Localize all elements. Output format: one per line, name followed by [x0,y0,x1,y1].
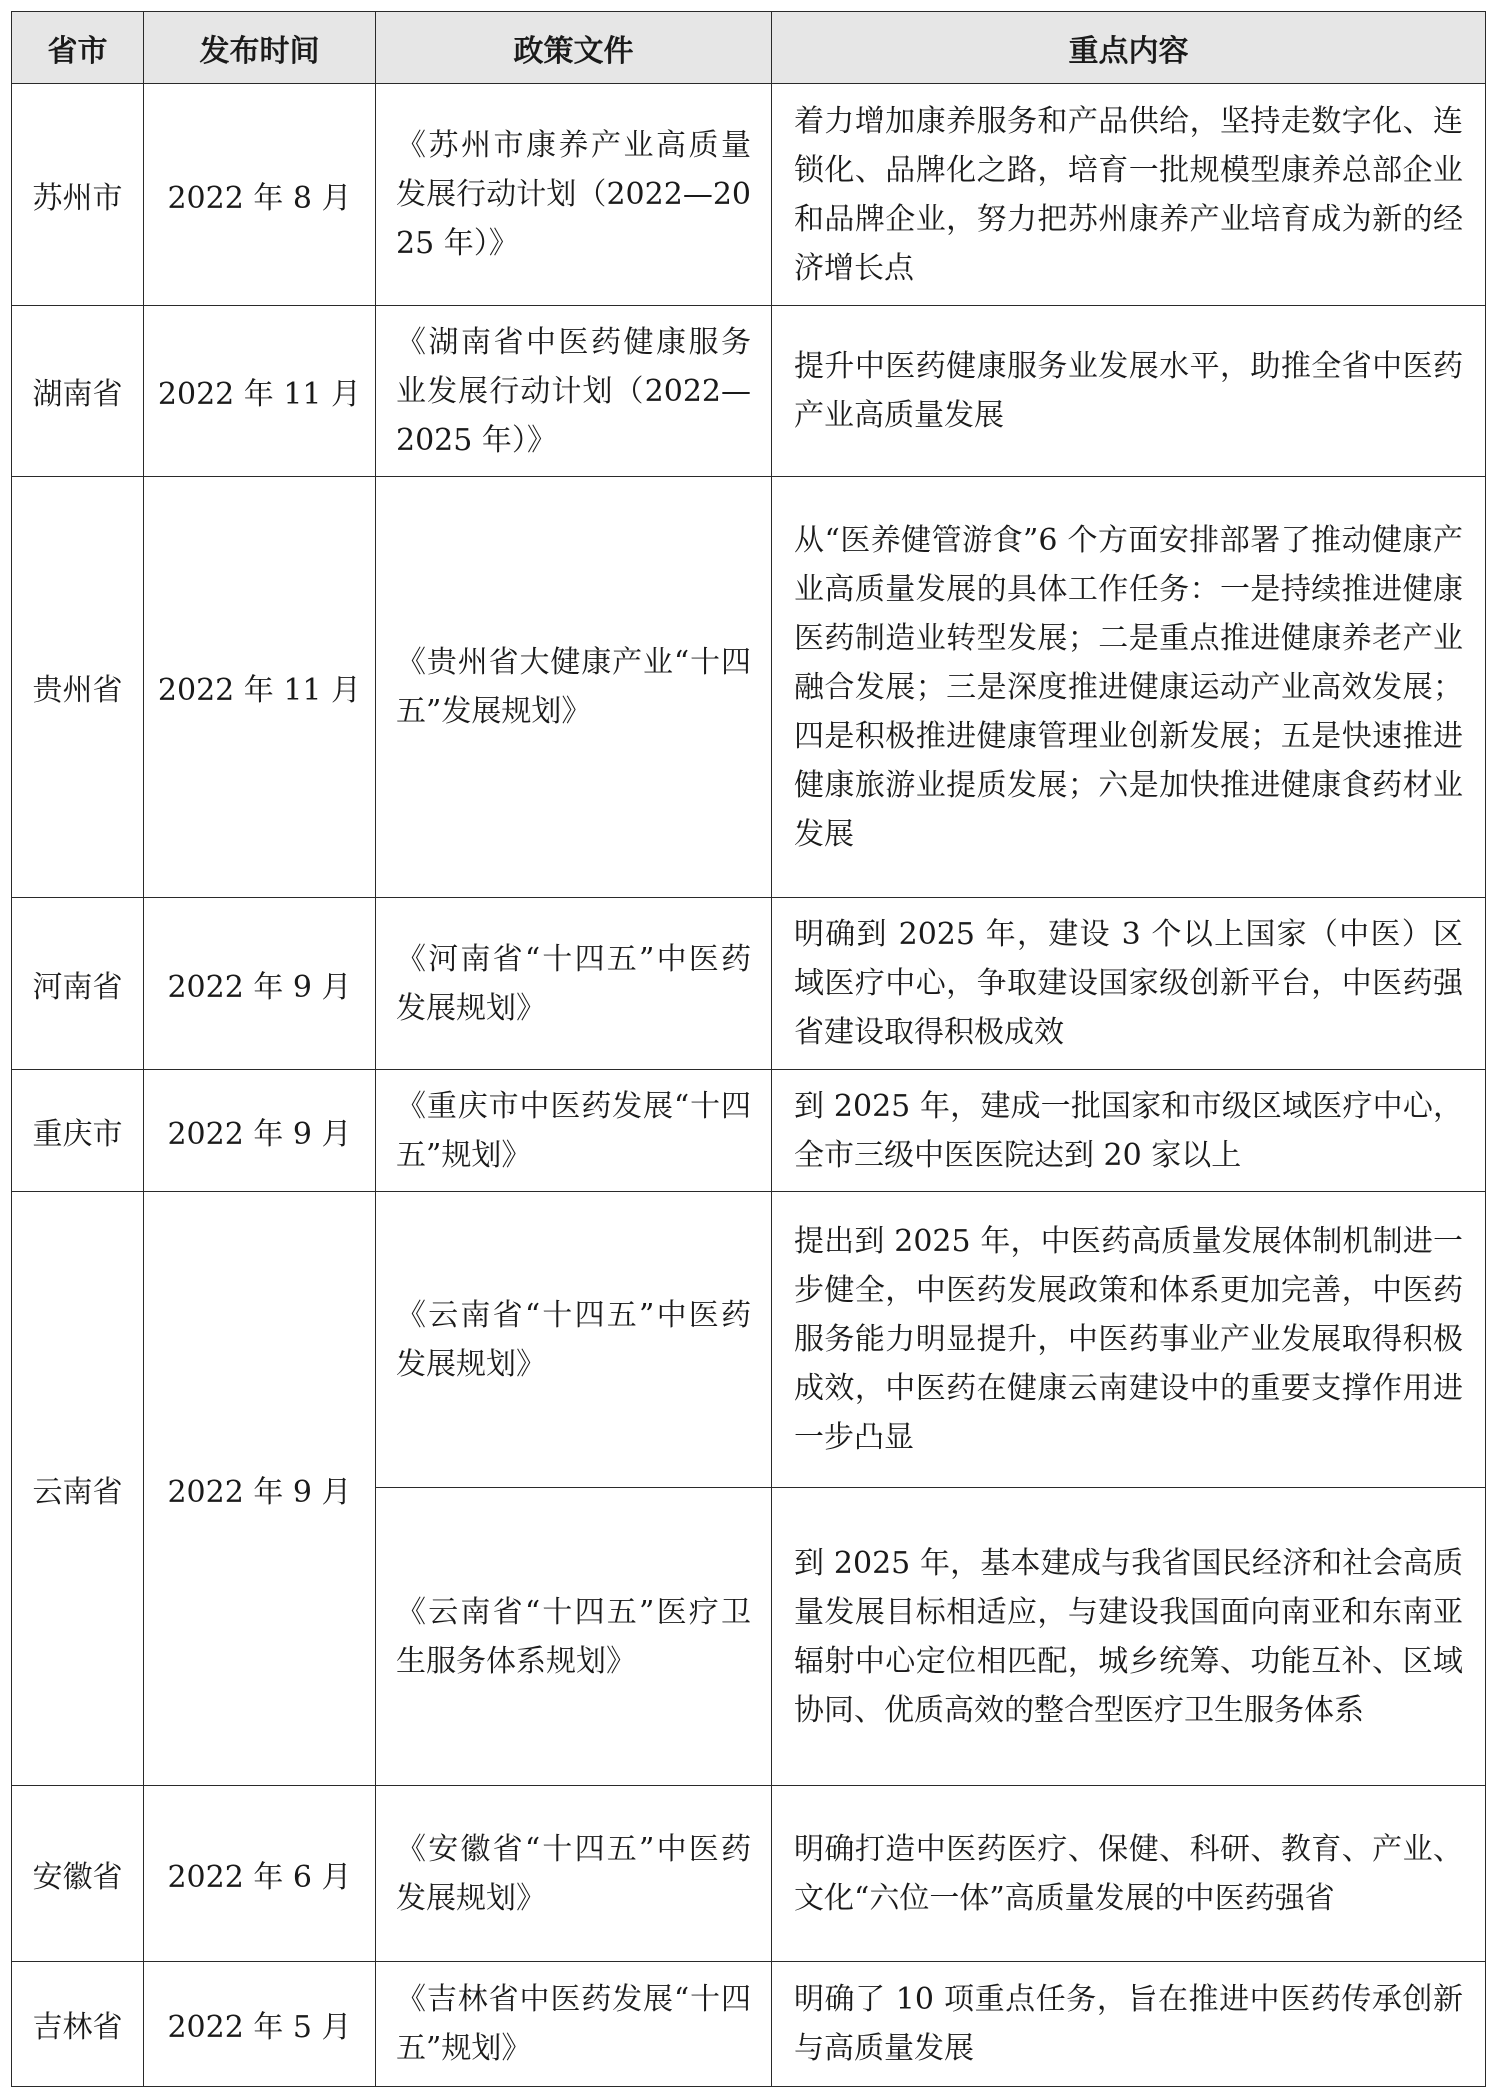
document-cell: 《河南省“十四五”中医药发展规划》 [376,898,772,1070]
header-key-content: 重点内容 [772,12,1486,84]
document-cell: 《安徽省“十四五”中医药发展规划》 [376,1786,772,1962]
province-cell: 重庆市 [12,1070,144,1192]
document-cell: 《湖南省中医药健康服务业发展行动计划（2022—2025 年）》 [376,306,772,477]
date-cell: 2022 年 11 月 [144,477,376,898]
document-cell: 《重庆市中医药发展“十四五”规划》 [376,1070,772,1192]
table-row [12,477,1486,898]
key-content-cell: 到 2025 年，建成一批国家和市级区域医疗中心，全市三级中医医院达到 20 家以上 [772,1070,1486,1192]
header-document: 政策文件 [376,12,772,84]
header-date: 发布时间 [144,12,376,84]
province-cell: 吉林省 [12,1962,144,2087]
table-row [12,84,1486,306]
province-cell: 云南省 [12,1192,144,1786]
header-province: 省市 [12,12,144,84]
province-cell: 安徽省 [12,1786,144,1962]
date-cell: 2022 年 9 月 [144,1192,376,1786]
document-cell: 《吉林省中医药发展“十四五”规划》 [376,1962,772,2087]
key-content-cell: 提升中医药健康服务业发展水平，助推全省中医药产业高质量发展 [772,306,1486,477]
province-cell: 贵州省 [12,477,144,898]
date-cell: 2022 年 9 月 [144,898,376,1070]
document-cell: 《云南省“十四五”医疗卫生服务体系规划》 [376,1488,772,1786]
policy-table [11,11,1486,2087]
date-cell: 2022 年 6 月 [144,1786,376,1962]
province-cell: 湖南省 [12,306,144,477]
key-content-cell: 着力增加康养服务和产品供给，坚持走数字化、连锁化、品牌化之路，培育一批规模型康养总部企业和品牌企业，努力把苏州康养产业培育成为新的经济增长点 [772,84,1486,306]
date-cell: 2022 年 9 月 [144,1070,376,1192]
key-content-cell: 提出到 2025 年，中医药高质量发展体制机制进一步健全，中医药发展政策和体系更加完善，中医药服务能力明显提升，中医药事业产业发展取得积极成效，中医药在健康云南建设中的重要支撑作用进一步凸显 [772,1192,1486,1488]
province-cell: 河南省 [12,898,144,1070]
key-content-cell: 明确了 10 项重点任务，旨在推进中医药传承创新与高质量发展 [772,1962,1486,2087]
table-row [12,1070,1486,1192]
document-cell: 《云南省“十四五”中医药发展规划》 [376,1192,772,1488]
table-row [12,1192,1486,1488]
table-row [12,1786,1486,1962]
document-cell: 《贵州省大健康产业“十四五”发展规划》 [376,477,772,898]
table-row [12,306,1486,477]
document-cell: 《苏州市康养产业高质量发展行动计划（2022—2025 年）》 [376,84,772,306]
table-header-row [12,12,1486,84]
key-content-cell: 明确到 2025 年，建设 3 个以上国家（中医）区域医疗中心，争取建设国家级创新平台，中医药强省建设取得积极成效 [772,898,1486,1070]
key-content-cell: 明确打造中医药医疗、保健、科研、教育、产业、文化“六位一体”高质量发展的中医药强省 [772,1786,1486,1962]
table-row [12,898,1486,1070]
key-content-cell: 从“医养健管游食”6 个方面安排部署了推动健康产业高质量发展的具体工作任务：一是持续推进健康医药制造业转型发展；二是重点推进健康养老产业融合发展；三是深度推进健康运动产业高效发展；四是积极推进健康管理业创新发展；五是快速推进健康旅游业提质发展；六是加快推进健康食药材业发展 [772,477,1486,898]
province-cell: 苏州市 [12,84,144,306]
key-content-cell: 到 2025 年，基本建成与我省国民经济和社会高质量发展目标相适应，与建设我国面向南亚和东南亚辐射中心定位相匹配，城乡统筹、功能互补、区域协同、优质高效的整合型医疗卫生服务体系 [772,1488,1486,1786]
table-row [12,1962,1486,2087]
date-cell: 2022 年 11 月 [144,306,376,477]
date-cell: 2022 年 5 月 [144,1962,376,2087]
policy-document [11,11,1485,2087]
date-cell: 2022 年 8 月 [144,84,376,306]
